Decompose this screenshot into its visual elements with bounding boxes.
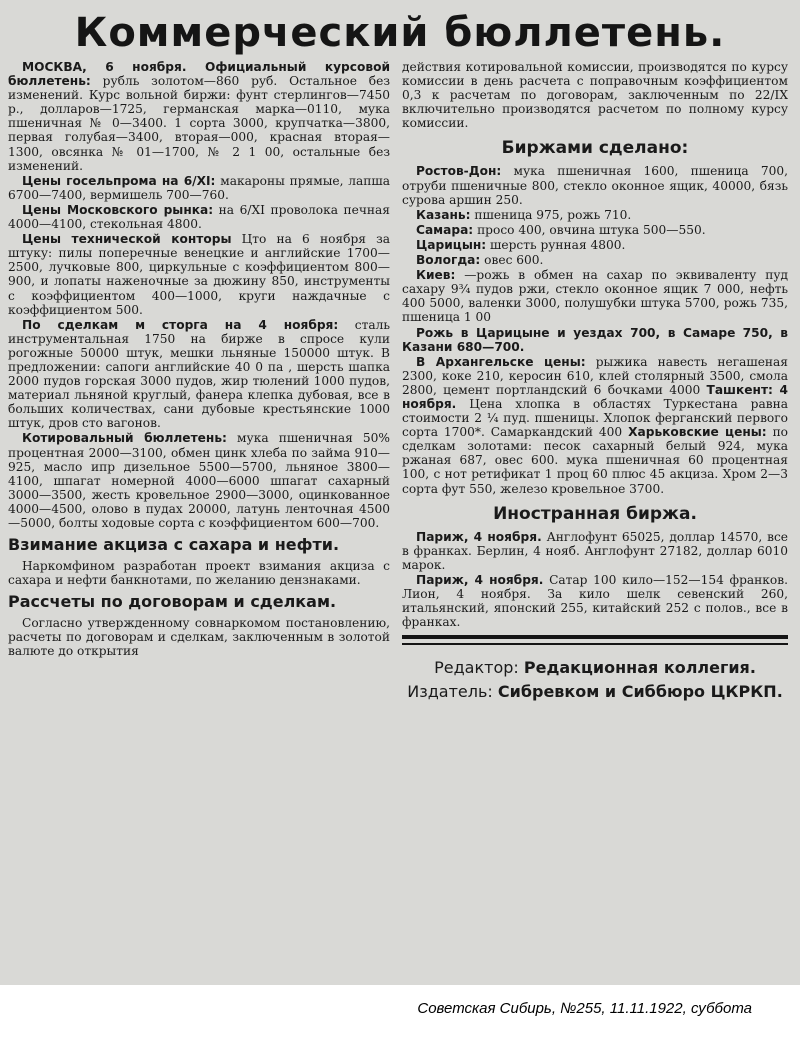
body: пшеница 975, рожь 710. [474, 207, 632, 222]
paragraph-kazan [402, 208, 788, 222]
body: мука пшеничная 50% процентная 2000—3100, обмен цинк хлеба по займа 910—925, масло ипр дизельное 5500—5700, льняное 3800—4100, шпагат номерной 4000—6000 шпагат сахарный 3000—3500, жесть кровельное 2900—3000, оцинкованное 4000—4500, олово в пудах 20000, латунь ленточная 4500—5000, болты ходовые сорта с коэффициентом 600—700. [8, 431, 390, 530]
lead: Цены технической конторы [22, 232, 232, 247]
lead: Киев: [416, 268, 456, 283]
masthead-title: Коммерческий бюллетень. [74, 10, 726, 56]
paragraph-quotation-bulletin [8, 431, 390, 530]
body: просо 400, овчина штука 500—550. [477, 222, 706, 237]
paragraph-excise: Наркомфином разработан проект взимания акциза с сахара и нефти банкнотами, по желанию дензнаками. [8, 559, 390, 588]
paragraph-settlements: Согласно утвержденному совнаркомом постановлению, расчеты по договорам и сделкам, заключенным в золотой валюте до открытия [8, 616, 390, 659]
body: на 6/XI проволока печная 4000—4100, стекольная 4800. [8, 202, 390, 232]
paragraph-paris-2 [402, 573, 788, 629]
lead: Царицын: [416, 237, 487, 252]
lead-kharkov: Харьковские цены: [628, 425, 767, 440]
lead: Котировальный бюллетень: [22, 431, 227, 446]
publisher-line [402, 681, 788, 703]
paragraph-paris-1 [402, 530, 788, 572]
heading-settlements: Рассчеты по договорам и сделкам. [8, 592, 337, 612]
paragraph-mostorg-deals [8, 318, 390, 431]
paragraph-vologda [402, 253, 788, 267]
body: шерсть рунная 4800. [490, 237, 626, 252]
body: рубль золотом—860 руб. Остальное без изменений. Курс вольной биржи: фунт стерлингов—7450 р., долларов—1725, германская марка—0110, мука пшеничная № 0—3400. 1 сорта 3000, крупчатка—3800, первая голубая—3400, вторая—000, красная вторая—1300, овсянка № 01—1700, № 2 1 00, остальные без изменений. [8, 74, 390, 173]
paragraph-arkhangelsk [402, 355, 788, 496]
lead-tashkent: Ташкент: 4 ноября. [402, 382, 788, 411]
editor-line [402, 657, 788, 679]
body-tashkent: Цена хлопка в областях Туркестана равна стоимости 2 ¼ пуд. пшеницы. Хлопок ферганский первого сорта 1700*. Самаркандский 400 [402, 396, 788, 440]
body: Сатар 100 кило—152—154 франков. Лион, 4 ноября. За кило шелк севенский 260, итальянский, японский 255, китайский 252 с полов., все в франках. [402, 572, 788, 630]
paragraph-continuation: действия котировальной комиссии, производятся по курсу комиссии в день расчета с поправочным коэффициентом 0,3 к расчетам по договорам, заключенным по 22/IX включительно производятся расчетом по полному курсу комиссии. [402, 60, 788, 131]
paragraph-moscow-market [8, 203, 390, 231]
heading-exchanges-done: Биржами сделано: [501, 138, 689, 159]
body: овес 600. [484, 253, 544, 268]
double-rule-divider [402, 635, 788, 649]
source-caption: Советская Сибирь, №255, 11.11.1922, суббота [417, 1000, 752, 1017]
lead: Самара: [416, 222, 474, 237]
lead: МОСКВА, 6 ноября. Официальный курсовой бюллетень: [8, 60, 390, 89]
paragraph-rostov [402, 164, 788, 206]
paragraph-samara [402, 223, 788, 237]
body: макароны прямые, лапша 6700—7400, вермишель 700—760. [8, 173, 390, 202]
lead: В Архангельске цены: [416, 354, 586, 369]
paragraph-moscow [8, 60, 390, 173]
left-column [8, 60, 390, 980]
lead: Вологда: [416, 253, 481, 268]
lead: Ростов-Дон: [416, 164, 502, 179]
body: Цто на 6 ноября за штуку: пилы поперечные венецкие и английские 1700—2500, лучковые 800, циркульные с коэффициентом 800—900, и лопаты наженочные за дюжину 850, инструменты с коэффициентом 400—1000, круги наждачные с коэффициентом 500. [8, 232, 390, 317]
body: рыжика навесть негашеная 2300, коке 210, керосин 610, клей столярный 3500, смола 2800, цемент портландский 6 бочками 4000 [402, 354, 788, 397]
heading-foreign-exchange: Иностранная биржа. [493, 503, 697, 524]
paragraph-technical-office [8, 232, 390, 317]
lead: По сделкам м сторга на 4 ноября: [22, 317, 339, 332]
body: мука пшеничная 1600, пшеница 700, отруби пшеничные 800, стекло оконное ящик, 40000, бязь сурова аршин 250. [402, 164, 788, 207]
rule-thick [402, 635, 788, 639]
lead: Париж, 4 ноября. [416, 572, 544, 587]
body: сталь инструментальная 1750 на бирже в спросе кули рогожные 50000 штук, мешки льняные 150000 штук. В предложении: сапоги английские 40 0 па , шерсть шапка 2000 пудов горская 3000 пудов, жир тюлений 1000 пудов, материал льняной круглый, фанера клепка дубовая, все в больших количествах, сани дубовые крестьянские 1000 штук, дров сто вагонов. [8, 317, 390, 431]
lead: Цены Московского рынка: [22, 202, 214, 217]
body-kharkov: по сделкам золотами: песок сахарный белый 924, мука ржаная 687, овес 600. мука пшеничная 60 процентная 100, с нот ретификат 1 проц 60 плюс 45 акциза. Хром 2—3 сорта фут 550, железо кровельное 3700. [402, 425, 788, 496]
body: —рожь в обмен на сахар по эквиваленту пуд сахару 9¾ пудов ржи, стекло оконное ящик 7 000, нефть 400 5000, валенки 3000, полушубки штука 5700, рожь 735, пшеница 1 00 [402, 268, 788, 325]
right-column [402, 60, 788, 980]
paragraph-tsaritsyn [402, 238, 788, 252]
lead: Рожь в Царицыне и уездах 700, в Самаре [416, 325, 736, 340]
heading-excise: Взимание акциза с сахара и нефти. [8, 535, 340, 555]
publisher-value: Сибревком и Сиббюро ЦКРКП. [497, 682, 783, 702]
paragraph-rye-prices [402, 326, 788, 354]
editor-label: Редактор: [434, 658, 519, 678]
publisher-label: Издатель: [407, 682, 493, 702]
paragraph-kiev [402, 268, 788, 324]
lead: Париж, 4 ноября. [416, 529, 542, 544]
editor-value: Редакционная коллегия. [523, 658, 756, 678]
paragraph-gosselprom [8, 174, 390, 202]
lead: Цены госельпрома на 6/XI: [22, 173, 216, 188]
lead: Казань: [416, 207, 471, 222]
rule-thin [402, 643, 788, 645]
body: 750, в Казани 680—700. [402, 325, 788, 354]
body: Англофунт 65025, доллар 14570, все в франках. Берлин, 4 нояб. Англофунт 27182, доллар 6010 марок. [402, 529, 788, 572]
